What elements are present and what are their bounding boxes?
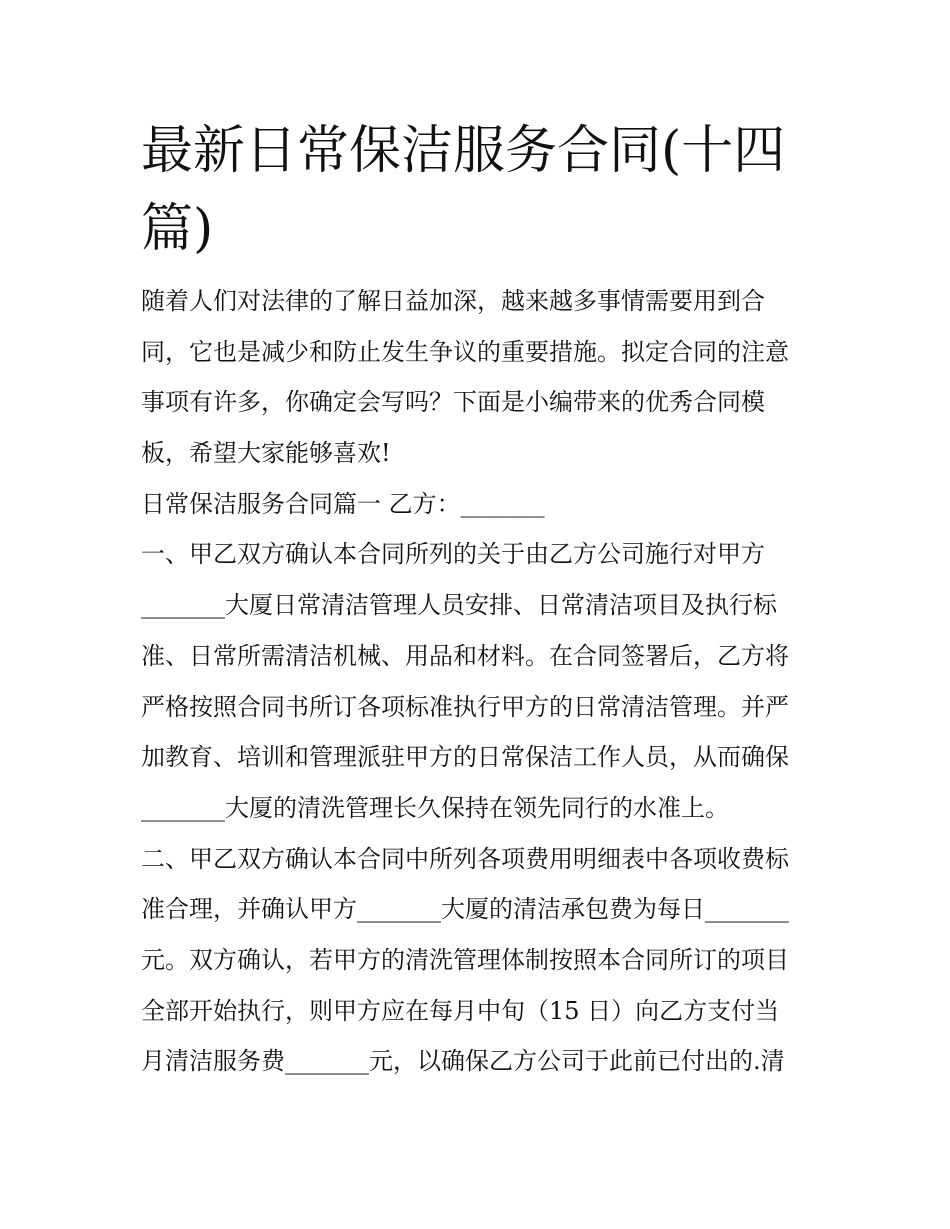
- paragraph-line: 二、甲乙双方确认本合同中所列各项费用明细表中各项收费标: [141, 844, 789, 873]
- paragraph-line: _______大厦的清洗管理长久保持在领先同行的水准上。: [141, 793, 729, 822]
- title-line: 篇): [141, 199, 214, 259]
- document-title: [141, 112, 821, 268]
- paragraph-line: 日常保洁服务合同篇一 乙方：_______: [141, 489, 545, 518]
- title-line: 最新日常保洁服务合同(十四: [141, 121, 786, 181]
- paragraph-line: 板，希望大家能够喜欢!: [141, 439, 391, 468]
- paragraph-line: 随着人们对法律的了解日益加深，越来越多事情需要用到合: [141, 287, 765, 315]
- paragraph-line: 月清洁服务费_______元，以确保乙方公司于此前已付出的.清: [141, 1047, 785, 1076]
- paragraph-line: 准、日常所需清洁机械、用品和材料。在合同签署后，乙方将: [141, 641, 789, 670]
- paragraph-line: _______大厦日常清洁管理人员安排、日常清洁项目及执行标: [141, 591, 777, 620]
- paragraph-line: 严格按照合同书所订各项标准执行甲方的日常清洁管理。并严: [141, 692, 789, 721]
- paragraph-line: 一、甲乙双方确认本合同所列的关于由乙方公司施行对甲方: [141, 540, 765, 569]
- paragraph-line: 加教育、培训和管理派驻甲方的日常保洁工作人员，从而确保: [141, 743, 789, 772]
- paragraph-line: 准合理，并确认甲方_______大厦的清洁承包费为每日_______: [141, 895, 789, 924]
- paragraph-line: 同，它也是减少和防止发生争议的重要措施。拟定合同的注意: [141, 337, 789, 366]
- paragraph-line: 事项有许多，你确定会写吗？下面是小编带来的优秀合同模: [141, 388, 765, 417]
- paragraph-line: 全部开始执行，则甲方应在每月中旬（15 日）向乙方支付当: [141, 996, 780, 1025]
- document-body: [141, 276, 821, 1087]
- paragraph-line: 元。双方确认，若甲方的清洗管理体制按照本合同所订的项目: [141, 945, 789, 974]
